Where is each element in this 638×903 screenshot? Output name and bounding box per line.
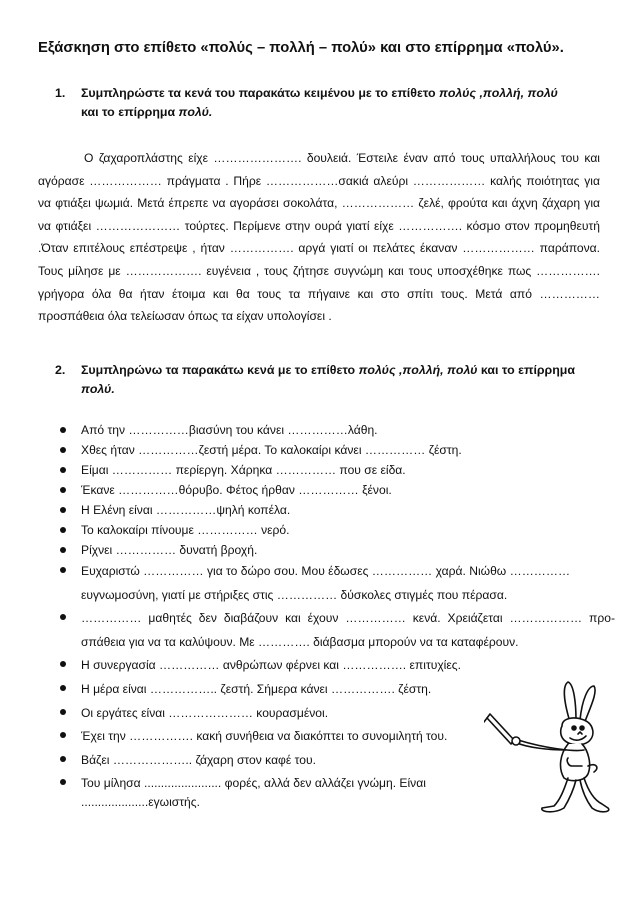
section-1-paragraph: Ο ζαχαροπλάστης είχε …………………. δουλειά. Έστειλε έναν από τους υπαλλήλους του και αγόρασε ……………… πράγματα . Πήρε ………………σακιά αλεύρι ……………… καλής ποιότητας για να φτιάξει ψωμιά. Μετά έπρεπε να αγοράσει σοκολάτα, ……………… ζελέ, φρούτα και άχνη ζάχαρη για να φτιάξει ………………… τούρτες. Περίμενε στην ουρά γιατί είχε ……………. κόσμο στον προμηθευτή .Όταν επιτέλους επέστρεψε , ήταν ……………. αργά γιατί οι πελάτες έκαναν ……………… παράπονα. Τους μίλησε με ………………. ευγένεια , τους ζήτησε συγνώμη και τους υποσχέθηκε πως ……………. γρήγορα όλα θα ήταν έτοιμα και θα τους τα πήγαινε και στο σπίτι τους. Μετά από …………… προσπάθεια όλα τελείωσαν όπως τα είχαν υπολογίσει . [38, 151, 600, 324]
list-item: Η συνεργασία …………… ανθρώπων φέρνει και ……………. επιτυχίες. [55, 654, 615, 678]
bullet-icon [60, 507, 66, 513]
bullet-icon [60, 614, 66, 620]
list-item: Το καλοκαίρι πίνουμε …………… νερό. [55, 520, 615, 540]
bullet-icon [60, 487, 66, 493]
bullet-icon [60, 756, 66, 762]
list-item-continuation: ....................εγωιστής. [81, 795, 200, 809]
bullet-icon [60, 661, 66, 667]
list-item: Οι εργάτες είναι ………………… κουρασμένοι. [55, 702, 615, 726]
list-item: Του μίλησα ....................... φορές, αλλά δεν αλλάζει γνώμη. Είναι [55, 772, 615, 796]
section-1-number: 1. [55, 86, 66, 100]
bullet-icon [60, 467, 66, 473]
list-item: Η Ελένη είναι ……………ψηλή κοπέλα. [55, 500, 615, 520]
bullet-icon [60, 527, 66, 533]
section-1-instruction-text: Συμπληρώστε τα κενά του παρακάτω κειμένου με το επίθετο πολύς ,πολλή, πολύ και το επίρρημα πολύ. [81, 86, 558, 119]
list-item: Βάζει ……………….. ζάχαρη στον καφέ του. [55, 749, 615, 773]
bullet-icon [60, 427, 66, 433]
list-item: Ευχαριστώ …………… για το δώρο σου. Μου έδωσες …………… χαρά. Νιώθω …………… ευγνωμοσύνη, γιατί με στήριξες στις …………… δύσκολες στιγμές που πέρασα. [55, 560, 615, 607]
bullet-icon [60, 779, 66, 785]
list-item: Από την ……………βιασύνη του κάνει ……………λάθη. [55, 420, 615, 440]
rabbit-illustration [484, 678, 616, 820]
list-item: Ρίχνει …………… δυνατή βροχή. [55, 540, 615, 560]
bullet-icon [60, 732, 66, 738]
bullet-icon [60, 567, 66, 573]
section-2-instruction [55, 361, 600, 399]
list-item: Είμαι …………… περίεργη. Χάρηκα …………… που σε είδα. [55, 460, 615, 480]
section-2-number: 2. [55, 363, 66, 377]
bullet-icon [60, 685, 66, 691]
list-item: Έχει την ……………. κακή συνήθεια να διακόπτει το συνομιλητή του. [55, 725, 615, 749]
bullet-icon [60, 709, 66, 715]
section-2-instruction-text: Συμπληρώνω τα παρακάτω κενά με το επίθετο πολύς ,πολλή, πολύ και το επίρρημα πολύ. [81, 363, 575, 396]
page-title: Εξάσκηση στο επίθετο «πολύς – πολλή – πολύ» και στο επίρρημα «πολύ». [38, 40, 564, 56]
list-item: Η μέρα είναι …………….. ζεστή. Σήμερα κάνει ……………. ζέστη. [55, 678, 615, 702]
list-item: Χθες ήταν ……………ζεστή μέρα. Το καλοκαίρι κάνει …………… ζέστη. [55, 440, 615, 460]
list-item: Έκανε ……………θόρυβο. Φέτος ήρθαν …………… ξένοι. [55, 480, 615, 500]
bullet-icon [60, 447, 66, 453]
section-1-instruction [55, 84, 600, 122]
bullet-icon [60, 547, 66, 553]
list-item: …………… μαθητές δεν διαβάζουν και έχουν …………… κενά. Χρειάζεται ……………… προ-σπάθεια για να τα καλύψουν. Με …………. διάβασμα μπορούν να τα καταφέρουν. [55, 607, 615, 654]
